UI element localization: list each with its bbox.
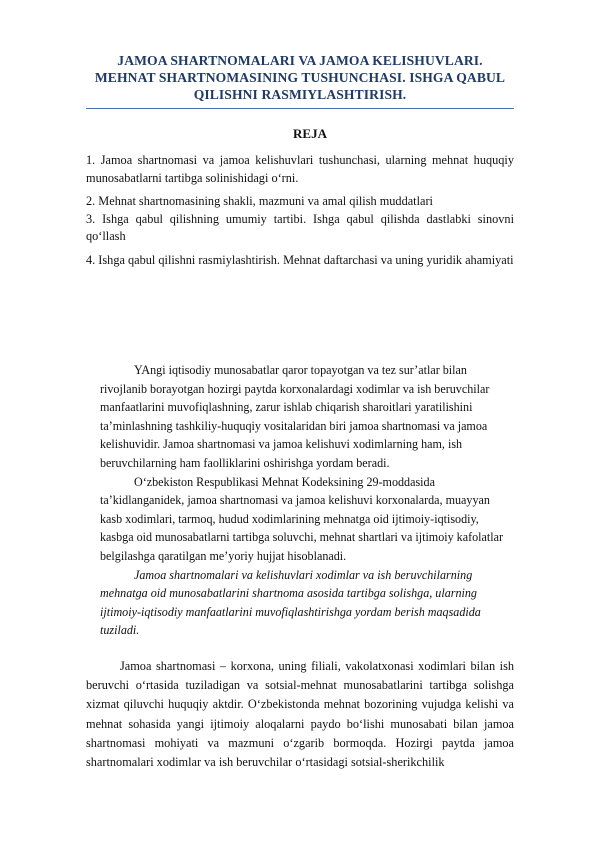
intro-paragraph-italic: Jamoa shartnomalari va kelishuvlari xodimlar va ish beruvchilarning mehnatga oid munosabatlarini shartnoma asosida tartibga solishga, ularning ijtimoiy-iqtisodiy manfaatlarini muvofiqlashtirishga yordam berish maqsadida tuziladi. [100,567,481,638]
plan-item-1: 1. Jamoa shartnomasi va jamoa kelishuvlari tushunchasi, ularning mehnat huquqiy munosabatlarni tartibga solinishidagi o‘rni. [86,153,514,185]
plan-item-4: 4. Ishga qabul qilishni rasmiylashtirish. Mehnat daftarchasi va uning yuridik ahamiyati [86,252,514,267]
body-section [86,657,514,772]
plan-heading: REJA [293,126,327,141]
document-title: JAMOA SHARTNOMALARI VA JAMOA KELISHUVLARI. MEHNAT SHARTNOMASINING TUSHUNCHASI. ISHGA QABUL QILISHNI RASMIYLASHTIRISH. [94,53,506,102]
title-divider [86,108,514,109]
intro-section [100,361,514,640]
intro-paragraph-2: O‘zbekiston Respublikasi Mehnat Kodeksining 29-moddasida ta’kidlanganidek, jamoa shartnomasi va jamoa kelishuvi korxonalarda, muayyan kasb xodimlari, tarmoq, hudud xodimlarining mehnatga oid ijtimoiy-iqtisodiy, kasbga oid munosabatlarni tartibga soluvchi, mehnat shartlari va ijtimoiy kafolatlar belgilashga qaratilgan me’yoriy hujjat hisoblanadi. [100,474,504,563]
plan-item-2: 2. Mehnat shartnomasining shakli, mazmuni va amal qilish muddatlari [86,194,433,208]
plan-item-3: 3. Ishga qabul qilishning umumiy tartibi. Ishga qabul qilishda dastlabki sinovni qo‘llash [86,211,514,243]
body-paragraph: Jamoa shartnomasi – korxona, uning filiali, vakolatxonasi xodimlari bilan ish beruvchi o‘rtasida tuziladigan va sotsial-mehnat munosabatlarini tartibga solishga xizmat qiluvchi huquqiy aktdir. O‘zbekistonda mehnat bozorining vujudga kelishi va mehnat sohasida yangi ijtimoiy aloqalarni paydo bo‘lishi munosabati bilan jamoa shartnomasi mohiyati va mazmuni o‘zgarib bormoqda. Hozirgi paytda jamoa shartnomalari xodimlar va ish beruvchilar o‘rtasidagi sotsial-sherikchilik [86,659,514,770]
plan-list [86,152,514,269]
intro-paragraph-1: YAngi iqtisodiy munosabatlar qaror topayotgan va tez sur’atlar bilan rivojlanib borayotgan hozirgi paytda korxonalardagi xodimlar va ish beruvchilar manfaatlarini muvofiqlashning, zarur ishlab chiqarish sharoitlari yaratilishini ta’minlashning tashkiliy-huquqiy vositalaridan biri jamoa shartnomasi va jamoa kelishuvidir. Jamoa shartnomasi va jamoa kelishuvi xodimlarning ham, ish beruvchilarning ham faolliklarini oshirishga yordam beradi. [100,363,490,470]
